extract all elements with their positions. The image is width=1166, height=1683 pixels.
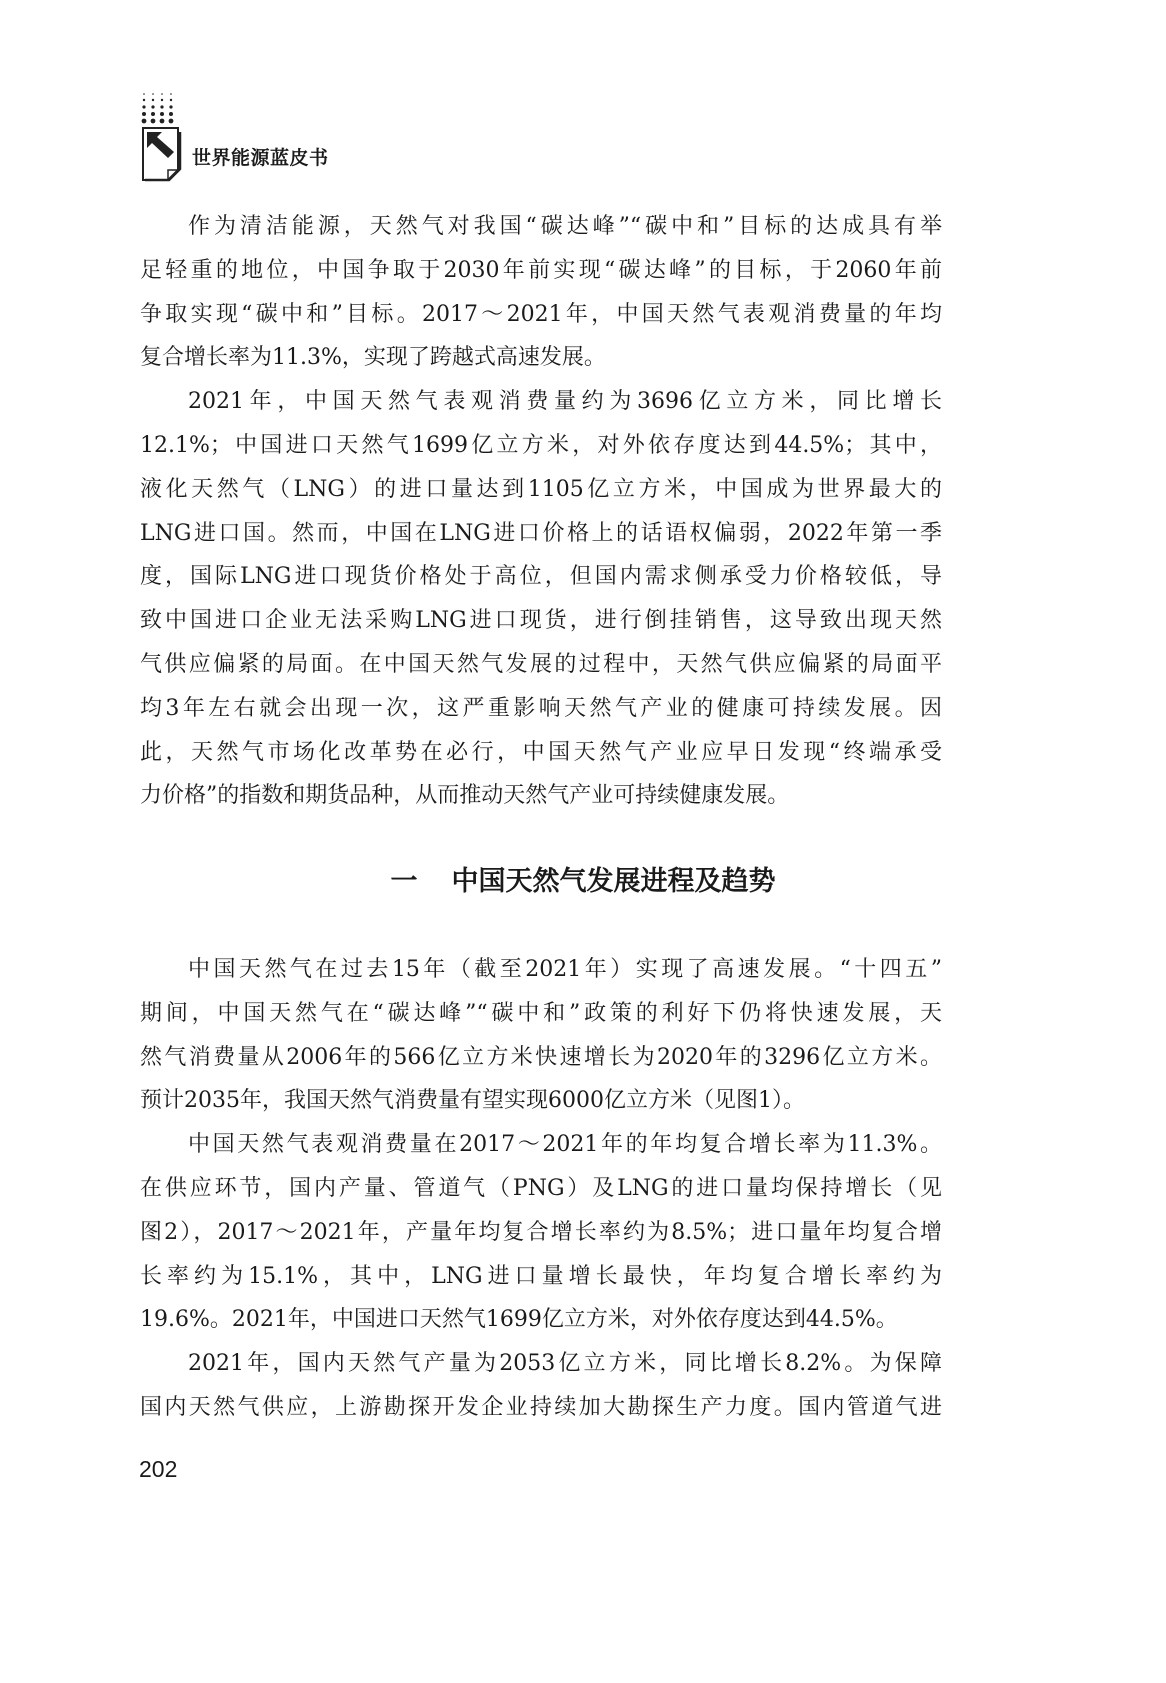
text-line: 中国天然气表观消费量在2017～2021年的年均复合增长率为11.3%。 xyxy=(188,1132,942,1158)
text-line: 中国天然气在过去15年（截至2021年）实现了高速发展。“十四五” xyxy=(188,957,942,982)
page-number: 202 xyxy=(139,1456,178,1482)
body-text-block xyxy=(140,205,942,818)
paragraph xyxy=(140,380,942,818)
text-line: 液化天然气（LNG）的进口量达到1105亿立方米，中国成为世界最大的 xyxy=(140,476,942,502)
text-line: 作为清洁能源，天然气对我国“碳达峰”“碳中和”目标的达成具有举 xyxy=(188,214,942,239)
text-line: 气供应偏紧的局面。在中国天然气发展的过程中，天然气供应偏紧的局面平 xyxy=(140,651,942,677)
body-text-block xyxy=(140,948,942,1430)
text-line: 预计2035年，我国天然气消费量有望实现6000亿立方米（见图1）。 xyxy=(140,1088,805,1114)
text-line: LNG进口国。然而，中国在LNG进口价格上的话语权偏弱，2022年第一季 xyxy=(140,520,942,546)
text-line: 争取实现“碳中和”目标。2017～2021年，中国天然气表观消费量的年均 xyxy=(140,301,942,327)
text-line: 足轻重的地位，中国争取于2030年前实现“碳达峰”的目标，于2060年前 xyxy=(140,257,942,283)
text-line: 期间，中国天然气在“碳达峰”“碳中和”政策的利好下仍将快速发展，天 xyxy=(140,1000,942,1026)
text-line: 12.1%；中国进口天然气1699亿立方米，对外依存度达到44.5%；其中， xyxy=(140,432,942,458)
section-number: 一 xyxy=(390,866,418,897)
paragraph xyxy=(140,1342,942,1430)
text-line: 图2），2017～2021年，产量年均复合增长率约为8.5%；进口量年均复合增 xyxy=(140,1219,942,1245)
section-title: 中国天然气发展进程及趋势 xyxy=(451,866,776,897)
paragraph xyxy=(140,205,942,380)
paragraph xyxy=(140,948,942,1123)
text-line: 然气消费量从2006年的566亿立方米快速增长为2020年的3296亿立方米。 xyxy=(140,1044,942,1070)
section-heading xyxy=(0,860,1166,904)
series-title: 世界能源蓝皮书 xyxy=(192,147,329,169)
book-series-logo-icon xyxy=(140,92,182,184)
text-line: 国内天然气供应，上游勘探开发企业持续加大勘探生产力度。国内管道气进 xyxy=(140,1394,942,1420)
text-line: 2021年，中国天然气表观消费量约为3696亿立方米，同比增长 xyxy=(188,389,942,415)
text-line: 在供应环节，国内产量、管道气（PNG）及LNG的进口量均保持增长（见 xyxy=(140,1175,942,1201)
text-line: 均3年左右就会出现一次，这严重影响天然气产业的健康可持续发展。因 xyxy=(140,695,942,721)
text-line: 致中国进口企业无法采购LNG进口现货，进行倒挂销售，这导致出现天然 xyxy=(140,608,942,634)
text-line: 度，国际LNG进口现货价格处于高位，但国内需求侧承受力价格较低，导 xyxy=(140,564,942,590)
paragraph xyxy=(140,1123,942,1342)
text-line: 长率约为15.1%，其中，LNG进口量增长最快，年均复合增长率约为 xyxy=(140,1263,942,1289)
text-line: 复合增长率为11.3%，实现了跨越式高速发展。 xyxy=(140,345,606,371)
text-line: 19.6%。2021年，中国进口天然气1699亿立方米，对外依存度达到44.5%。 xyxy=(140,1307,898,1333)
text-line: 此，天然气市场化改革势在必行，中国天然气产业应早日发现“终端承受 xyxy=(140,739,942,765)
text-line: 力价格”的指数和期货品种，从而推动天然气产业可持续健康发展。 xyxy=(140,783,790,809)
text-line: 2021年，国内天然气产量为2053亿立方米，同比增长8.2%。为保障 xyxy=(188,1351,942,1377)
